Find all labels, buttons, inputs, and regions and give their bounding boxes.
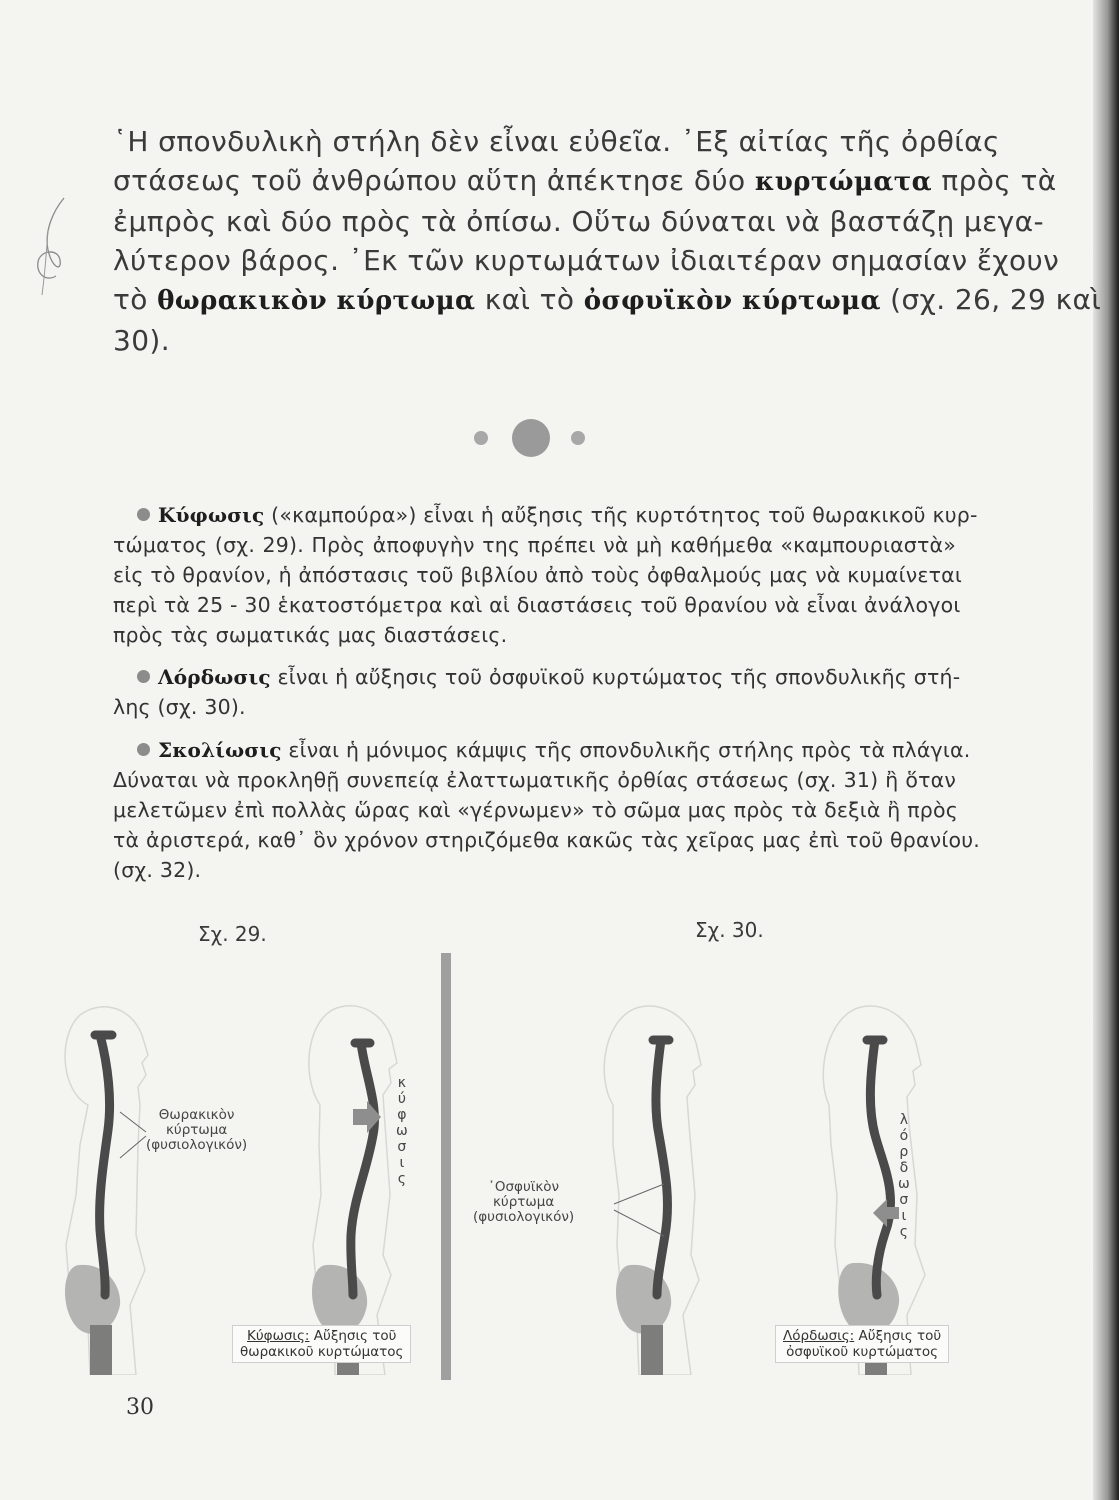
- scoliosis-line-4: τὰ ἀριστερά, καθ᾿ ὃν χρόνον στηριζόμεθα κακῶς τὰς χεῖρας μας ἐπὶ τοῦ θρανίου.: [113, 828, 980, 852]
- pencil-doodle-mark: [26, 190, 76, 300]
- term-scoliosis: Σκολίωσις: [158, 738, 282, 762]
- intro-line-3: ἐμπρὸς καὶ δύο πρὸς τὰ ὀπίσω. Οὕτω δύναται νὰ βαστάζῃ μεγα-: [113, 205, 1045, 238]
- kyphosis-line-2: τώματος (σχ. 29). Πρὸς ἀποφυγὴν της πρέπει νὰ μὴ καθήμεθα «καμπουριαστὰ»: [113, 533, 956, 557]
- page-number: 30: [126, 1395, 154, 1420]
- figure-29-thoracic-curve-label: Θωρακικὸν κύρτωμα (φυσιολογικόν): [146, 1107, 248, 1153]
- lordosis-line-2: λης (σχ. 30).: [113, 695, 246, 719]
- separator-dot-small-right: [571, 431, 585, 445]
- bullet-icon: [137, 743, 150, 756]
- term-osphyikon-kyrtoma: ὀσφυϊκὸν κύρτωμα: [583, 286, 881, 316]
- kyphosis-line-4: περὶ τὰ 25 - 30 ἑκατοστόμετρα καὶ αἱ διαστάσεις τοῦ θρανίου νὰ εἶναι ἀνάλογοι: [113, 593, 961, 617]
- figure-30-lumbar-curve-label: ᾿Οσφυϊκὸν κύρτωμα (φυσιολογικόν): [473, 1179, 575, 1225]
- intro-paragraph: [113, 122, 1102, 360]
- lordosis-line-1: Λόρδωσις εἶναι ἡ αὔξησις τοῦ ὀσφυϊκοῦ κυρτώματος τῆς σπονδυλικῆς στή-: [113, 662, 956, 692]
- kyphosis-line-5: πρὸς τὰς σωματικάς μας διαστάσεις.: [113, 623, 508, 647]
- bullet-icon: [137, 508, 150, 521]
- term-kyphosis: Κύφωσις: [158, 503, 265, 527]
- section-separator-dots: [472, 418, 602, 458]
- page-edge-shadow: [1093, 0, 1119, 1500]
- scoliosis-line-3: μελετῶμεν ἐπὶ πολλὰς ὥρας καὶ «γέρνωμεν» τὸ σῶμα μας πρὸς τὰ δεξιὰ ἢ πρὸς: [113, 798, 958, 822]
- separator-dot-large: [512, 419, 550, 457]
- intro-line-1: ῾Η σπονδυλικὴ στήλη δὲν εἶναι εὐθεῖα. ᾿Εξ αἰτίας τῆς ὀρθίας: [113, 125, 1000, 158]
- intro-line-2: στάσεως τοῦ ἀνθρώπου αὕτη ἀπέκτησε δύο κυρτώματα πρὸς τὰ: [113, 164, 1057, 197]
- figure-30-label-pointer-lines: [610, 1180, 670, 1240]
- scoliosis-line-5: (σχ. 32).: [113, 858, 202, 882]
- kyphosis-paragraph: [113, 500, 978, 650]
- figure-30-caption: Σχ. 30.: [695, 918, 764, 942]
- intro-line-4: λύτερον βάρος. ᾿Εκ τῶν κυρτωμάτων ἰδιαιτέραν σημασίαν ἔχουν: [113, 244, 1060, 277]
- term-thorakikon-kyrtoma: θωρακικὸν κύρτωμα: [157, 286, 476, 316]
- figure-29-kyphosis-vertical-word: κ ύ φ ω σ ι ς: [396, 1075, 408, 1187]
- figure-29-label-pointer-lines: [118, 1110, 150, 1160]
- kyphosis-line-3: εἰς τὸ θρανίον, ἡ ἀπόστασις τοῦ βιβλίου ἀπὸ τοὺς ὀφθαλμούς μας νὰ κυμαίνεται: [113, 563, 963, 587]
- separator-dot-small-left: [474, 431, 488, 445]
- term-lordosis: Λόρδωσις: [158, 665, 271, 689]
- intro-line-5: τὸ θωρακικὸν κύρτωμα καὶ τὸ ὀσφυϊκὸν κύρτωμα (σχ. 26, 29 καὶ: [113, 283, 1102, 316]
- figure-29-normal-posture-illustration: [50, 995, 150, 1375]
- bullet-icon: [137, 670, 150, 683]
- scoliosis-paragraph: [113, 735, 980, 885]
- figure-29-kyphosis-caption-box: Κύφωσις: Αὔξησις τοῦ θωρακικοῦ κυρτώματος: [232, 1325, 411, 1363]
- figure-30-pressure-arrow-icon: [873, 1199, 899, 1227]
- scoliosis-line-2: Δύναται νὰ προκληθῇ συνεπείᾳ ἐλαττωματικῆς ὀρθίας στάσεως (σχ. 31) ἢ ὅταν: [113, 768, 956, 792]
- lordosis-paragraph: [113, 662, 961, 722]
- figure-divider: [441, 953, 451, 1380]
- figure-29-kyphosis-illustration: [295, 995, 435, 1375]
- scoliosis-line-1: Σκολίωσις εἶναι ἡ μόνιμος κάμψις τῆς σπονδυλικῆς στήλης πρὸς τὰ πλάγια.: [113, 735, 956, 765]
- intro-line-6: 30).: [113, 324, 171, 357]
- figure-30-lordosis-illustration: [815, 995, 950, 1375]
- term-kyrtomata: κυρτώματα: [754, 167, 933, 197]
- figure-30-lordosis-caption-box: Λόρδωσις: Αὔξησις τοῦ ὀσφυϊκοῦ κυρτώματος: [775, 1325, 949, 1363]
- figure-30-lordosis-vertical-word: λ ό ρ δ ω σ ι ς: [898, 1112, 910, 1240]
- kyphosis-line-1: Κύφωσις («καμπούρα») εἶναι ἡ αὔξησις τῆς κυρτότητος τοῦ θωρακικοῦ κυρ-: [113, 500, 956, 530]
- figure-29-caption: Σχ. 29.: [198, 922, 267, 946]
